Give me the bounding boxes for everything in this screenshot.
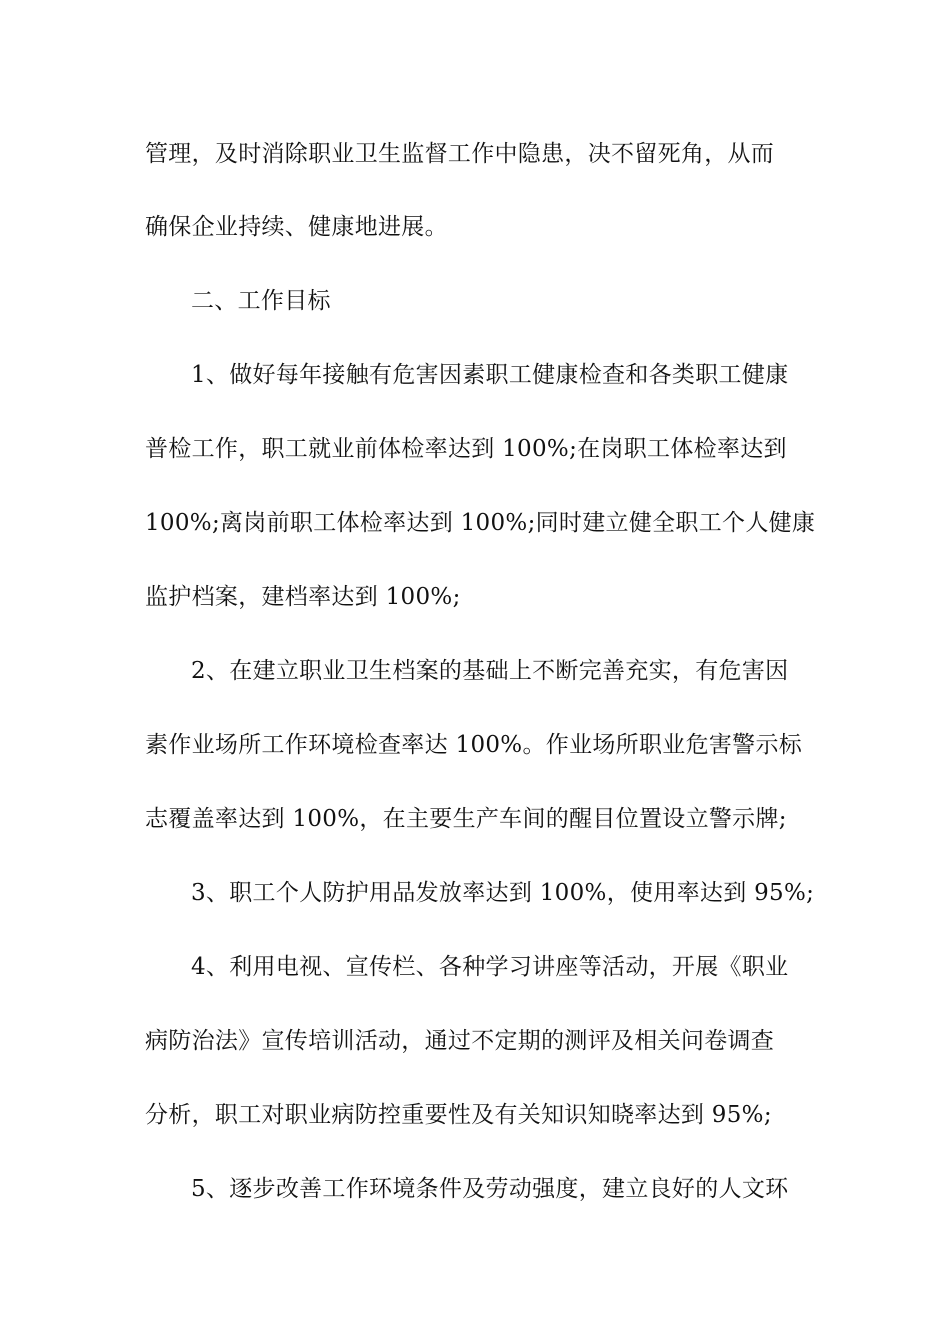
section-heading: 二、工作目标 <box>191 288 331 314</box>
text-line: 病防治法》宣传培训活动，通过不定期的测评及相关问卷调查 <box>145 1028 775 1054</box>
text-line: 确保企业持续、健康地进展。 <box>145 214 448 240</box>
text-line: 100%;离岗前职工体检率达到 100%;同时建立健全职工个人健康 <box>145 510 815 536</box>
text-line: 3、职工个人防护用品发放率达到 100%，使用率达到 95%; <box>191 880 815 906</box>
text-line: 2、在建立职业卫生档案的基础上不断完善充实，有危害因 <box>191 658 789 684</box>
text-line: 5、逐步改善工作环境条件及劳动强度，建立良好的人文环 <box>191 1176 789 1202</box>
text-line: 普检工作，职工就业前体检率达到 100%;在岗职工体检率达到 <box>145 436 787 462</box>
text-line: 管理，及时消除职业卫生监督工作中隐患，决不留死角，从而 <box>145 141 775 167</box>
text-line: 4、利用电视、宣传栏、各种学习讲座等活动，开展《职业 <box>191 954 789 980</box>
text-line: 志覆盖率达到 100%，在主要生产车间的醒目位置设立警示牌; <box>145 806 787 832</box>
text-line: 素作业场所工作环境检查率达 100%。作业场所职业危害警示标 <box>145 732 803 758</box>
text-line: 监护档案，建档率达到 100%; <box>145 584 461 610</box>
text-line: 1、做好每年接触有危害因素职工健康检查和各类职工健康 <box>191 362 789 388</box>
text-line: 分析，职工对职业病防控重要性及有关知识知晓率达到 95%; <box>145 1102 772 1128</box>
